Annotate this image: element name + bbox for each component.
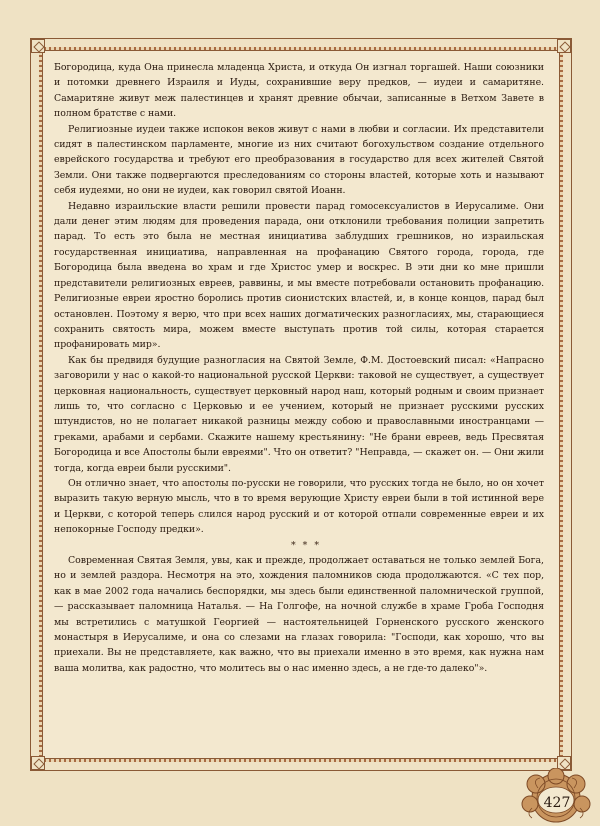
section-separator: * * *	[290, 539, 322, 551]
corner-ornament-icon	[31, 39, 45, 53]
paragraph: Он отлично знает, что апостолы по-русски не говорили, что русских тогда не было, но он хочет выразить такую верную мысль, что в то время верующие Христу евреи были в той истинной вере и Церкви, с которой теперь слился народ русский и от которой отпали современные евреи и их непокорные Господу предки».	[54, 477, 544, 536]
paragraph: Как бы предвидя будущие разногласия на Святой Земле, Ф.М. Достоевский писал: «Напрасно заговорили у нас о какой-то национальной русской Церкви: таковой не существует, а существует церковная национальность, существует церковный народ наш, который родным и своим признает лишь то, что согласно с Церковью и ее учением, который не признает русскими русских штундистов, но не полагает никакой разницы между собою и православными иностранцами — греками, арабами и сербами. Скажите нашему крестьянину: "Не брани евреев, ведь Пресвятая Богородица и все Апостолы были евреями". Что он ответит? "Неправда, — скажет он. — Они жили тогда, когда евреи были русскими".	[54, 354, 544, 474]
corner-ornament-icon	[557, 39, 571, 53]
corner-ornament-icon	[31, 756, 45, 770]
page-number: 427	[543, 795, 571, 811]
body-text	[54, 60, 544, 676]
paragraph: Современная Святая Земля, увы, как и прежде, продолжает оставаться не только землей Бога, но и землей раздора. Несмотря на это, хождения паломников сюда продолжаются. «С тех пор, как в мае 2002 года начались беспорядки, мы здесь были единственной паломнической группой, — рассказывает паломница Наталья. — На Голгофе, на ночной службе в храме Гроба Господня мы встретились с матушкой Георгией — настоятельницей Горненского русского женского монастыря в Иерусалиме, и она со слезами на глазах говорила: "Господи, как хорошо, что вы приехали. Вы не представляете, как важно, что вы приехали именно в это время, как нужна нам ваша молитва, как радостно, что молитесь вы о нас именно здесь, а не где-то далеко"».	[54, 555, 544, 674]
paragraph: Недавно израильские власти решили провести парад гомосексуалистов в Иерусалиме. Они дали денег этим людям для проведения парада, они отклонили требования полиции запретить парад. То есть это была не местная инициатива заблудших грешников, но израильская государственная инициатива, направленная на профанацию Святого города, города, где Богородица была введена во храм и где Христос умер и воскрес. В эти дни ко мне пришли представители религиозных евреев, раввины, и мы вместе потребовали остановить профанацию. Религиозные евреи яростно боролись против сионистских властей, и, в конце концов, парад был остановлен. Поэтому я верю, что при всех наших догматических разногласиях, мы, старающиеся сохранить святость мира, можем вместе выступать против той силы, которая старается профанировать мир».	[54, 200, 544, 351]
paragraph: Богородица, куда Она принесла младенца Христа, и откуда Он изгнал торгашей. Наши союзники и потомки древнего Израиля и Иуды, сохранившие веру предков, — иудеи и самаритяне. Самаритяне живут меж палестинцев и хранят древние обычаи, записанные в Ветхом Завете в полном братстве с нами.	[54, 62, 544, 120]
paragraph: Религиозные иудеи также испокон веков живут с нами в любви и согласии. Их представители сидят в палестинском парламенте, многие из них считают богохульством создание отдельного еврейского государства и требуют его преобразования в государство для всех жителей Святой Земли. Они также подвергаются преследованиям со стороны властей, которые хоть и называют себя иудеями, но они не иудеи, как говорил святой Иоанн.	[54, 123, 544, 197]
